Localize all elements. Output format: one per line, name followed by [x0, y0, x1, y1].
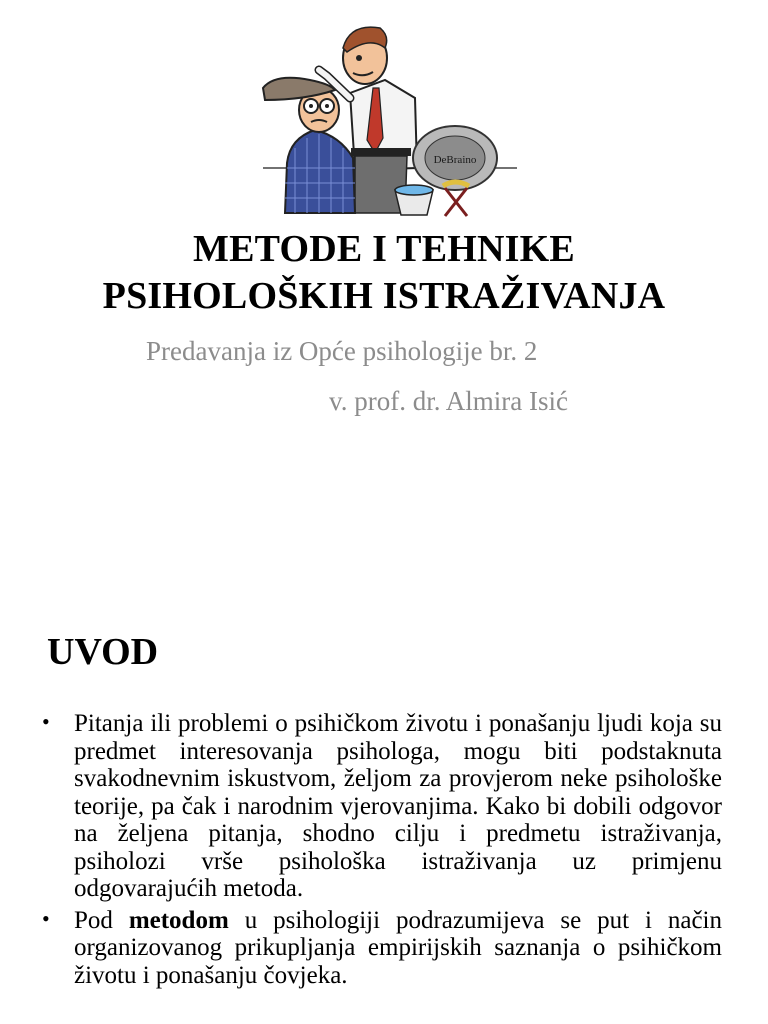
intro-slide	[0, 600, 768, 1024]
bullet-list	[42, 710, 722, 993]
list-item	[42, 907, 722, 990]
slide-heading: UVOD	[47, 631, 159, 673]
bullet-text-bold: metodom	[128, 906, 229, 934]
bullet-icon: •	[42, 905, 50, 931]
cartoon-illustration	[255, 18, 520, 218]
logo-text: DeBraino	[433, 154, 477, 166]
bullet-icon: •	[42, 709, 50, 734]
bullet-text-before: Pod	[74, 906, 129, 934]
bullet-text-after: u psihologiji podrazumijeva se put i način organizovanog prikupljanja empirijskih saznanja o psihičkom životu i ponašanju čovjeka.	[74, 906, 722, 989]
title-line-1: METODE I TEHNIKE	[193, 228, 575, 270]
title-line-2: PSIHOLOŠKIH ISTRAŽIVANJA	[102, 275, 666, 317]
bullet-text: Pitanja ili problemi o psihičkom životu i ponašanju ljudi koja su predmet interesovanja psihologa, mogu biti podstaknuta svakodnevnim iskustvom, željom za provjerom neke psihološke teorije, pa čak i narodnim vjerovanjima. Kako bi dobili odgovor na željena pitanja, shodno cilju i predmetu istraživanja, psiholozi vrše psihološka istraživanja uz primjenu odgovarajućih metoda.	[74, 710, 722, 902]
list-item	[42, 710, 722, 903]
slide-title	[0, 226, 768, 320]
slide-author: v. prof. dr. Almira Isić	[329, 386, 568, 416]
slide-subtitle: Predavanja iz Opće psihologije br. 2	[146, 336, 538, 366]
